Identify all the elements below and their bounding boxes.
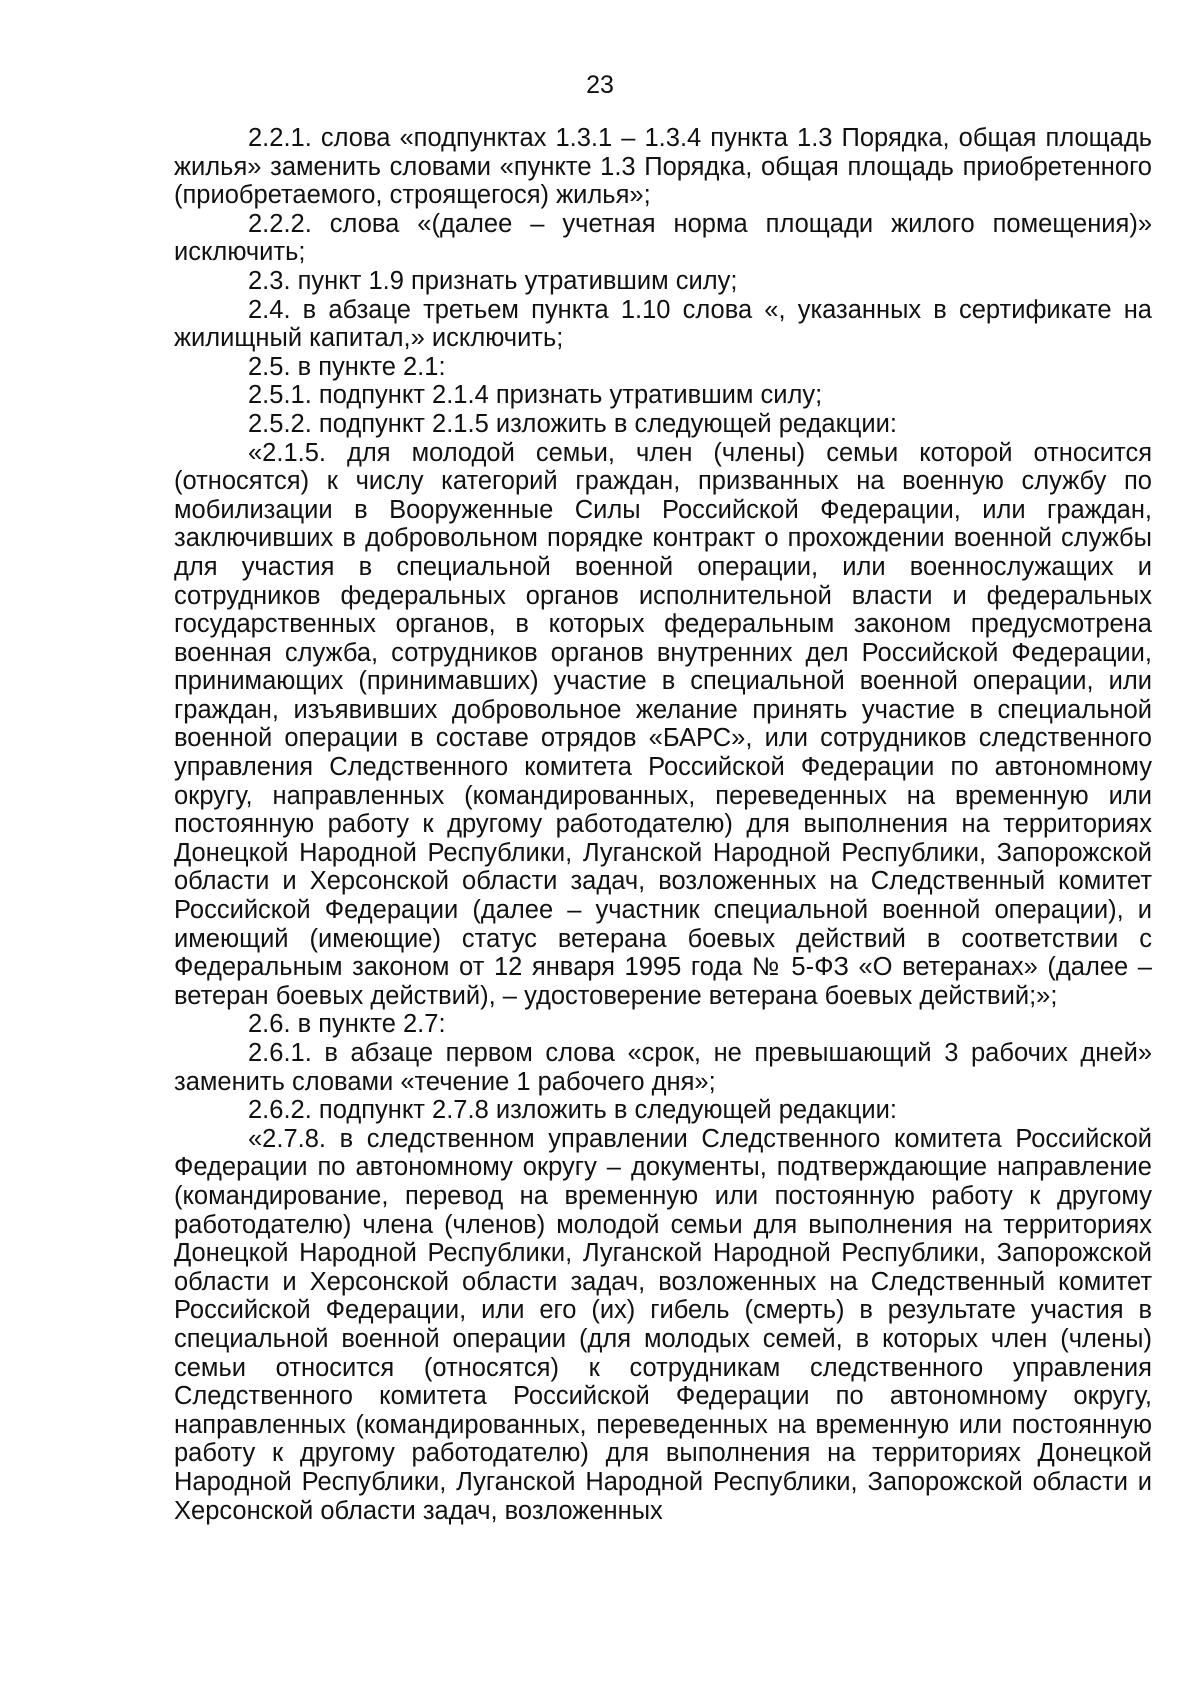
paragraph-2-6-2: 2.6.2. подпункт 2.7.8 изложить в следующей редакции: bbox=[248, 1096, 897, 1125]
paragraph-2-3: 2.3. пункт 1.9 признать утратившим силу; bbox=[248, 266, 738, 295]
quoted-paragraph-2-1-5: «2.1.5. для молодой семьи, член (члены) семьи которой относится (относятся) к числу категорий граждан, призванных на военную службу по мобилизации в Вооруженные Силы Российской Федерации, или граждан, заключивших в добровольном порядке контракт о прохождении военной службы для участия в специальной военной операции, или военнослужащих и сотрудников федеральных органов исполнительной власти и федеральных государственных органов, в которых федеральным законом предусмотрена военная служба, сотрудников органов внутренних дел Российской Федерации, принимающих (принимавших) участие в специальной военной операции, или граждан, изъявивших добровольное желание принять участие в специальной военной операции в составе отрядов «БАРС», или сотрудников следственного управления Следственного комитета Российской Федерации по автономному округу, направленных (командированных, переведенных на временную или постоянную работу к другому работодателю) для выполнения на территориях Донецкой Народной Республики, Луганской Народной Республики, Запорожской области и Херсонской области задач, возложенных на Следственный комитет Российской Федерации (далее – участник специальной военной операции), и имеющий (имеющие) статус ветерана боевых действий в соответствии с Федеральным законом от 12 января 1995 года № 5-ФЗ «О ветеранах» (далее – ветеран боевых действий), – удостоверение ветерана боевых действий;»; bbox=[174, 438, 1152, 1010]
document-body bbox=[174, 124, 1152, 1525]
paragraph-2-2-2: 2.2.2. слова «(далее – учетная норма площади жилого помещения)» исключить; bbox=[174, 209, 1152, 267]
page-number: 23 bbox=[586, 71, 614, 99]
paragraph-2-2-1: 2.2.1. слова «подпунктах 1.3.1 – 1.3.4 пункта 1.3 Порядка, общая площадь жилья» заменить словами «пункте 1.3 Порядка, общая площадь приобретенного (приобретаемого, строящегося) жилья»; bbox=[174, 124, 1152, 210]
paragraph-2-5: 2.5. в пункте 2.1: bbox=[248, 352, 446, 381]
paragraph-2-5-2: 2.5.2. подпункт 2.1.5 изложить в следующей редакции: bbox=[248, 409, 897, 438]
paragraph-2-5-1: 2.5.1. подпункт 2.1.4 признать утратившим силу; bbox=[248, 381, 823, 410]
paragraph-2-6: 2.6. в пункте 2.7: bbox=[248, 1010, 446, 1039]
quoted-paragraph-2-7-8: «2.7.8. в следственном управлении Следственного комитета Российской Федерации по автономному округу – документы, подтверждающие направление (командирование, перевод на временную или постоянную работу к другому работодателю) члена (членов) молодой семьи для выполнения на территориях Донецкой Народной Республики, Луганской Народной Республики, Запорожской области и Херсонской области задач, возложенных на Следственный комитет Российской Федерации, или его (их) гибель (смерть) в результате участия в специальной военной операции (для молодых семей, в которых член (члены) семьи относится (относятся) к сотрудникам следственного управления Следственного комитета Российской Федерации по автономному округу, направленных (командированных, переведенных на временную или постоянную работу к другому работодателю) для выполнения на территориях Донецкой Народной Республики, Луганской Народной Республики, Запорожской области и Херсонской области задач, возложенных bbox=[174, 1124, 1152, 1525]
paragraph-2-6-1: 2.6.1. в абзаце первом слова «срок, не превышающий 3 рабочих дней» заменить словами «течение 1 рабочего дня»; bbox=[174, 1039, 1152, 1096]
paragraph-2-4: 2.4. в абзаце третьем пункта 1.10 слова «, указанных в сертификате на жилищный капитал,» исключить; bbox=[174, 295, 1152, 353]
